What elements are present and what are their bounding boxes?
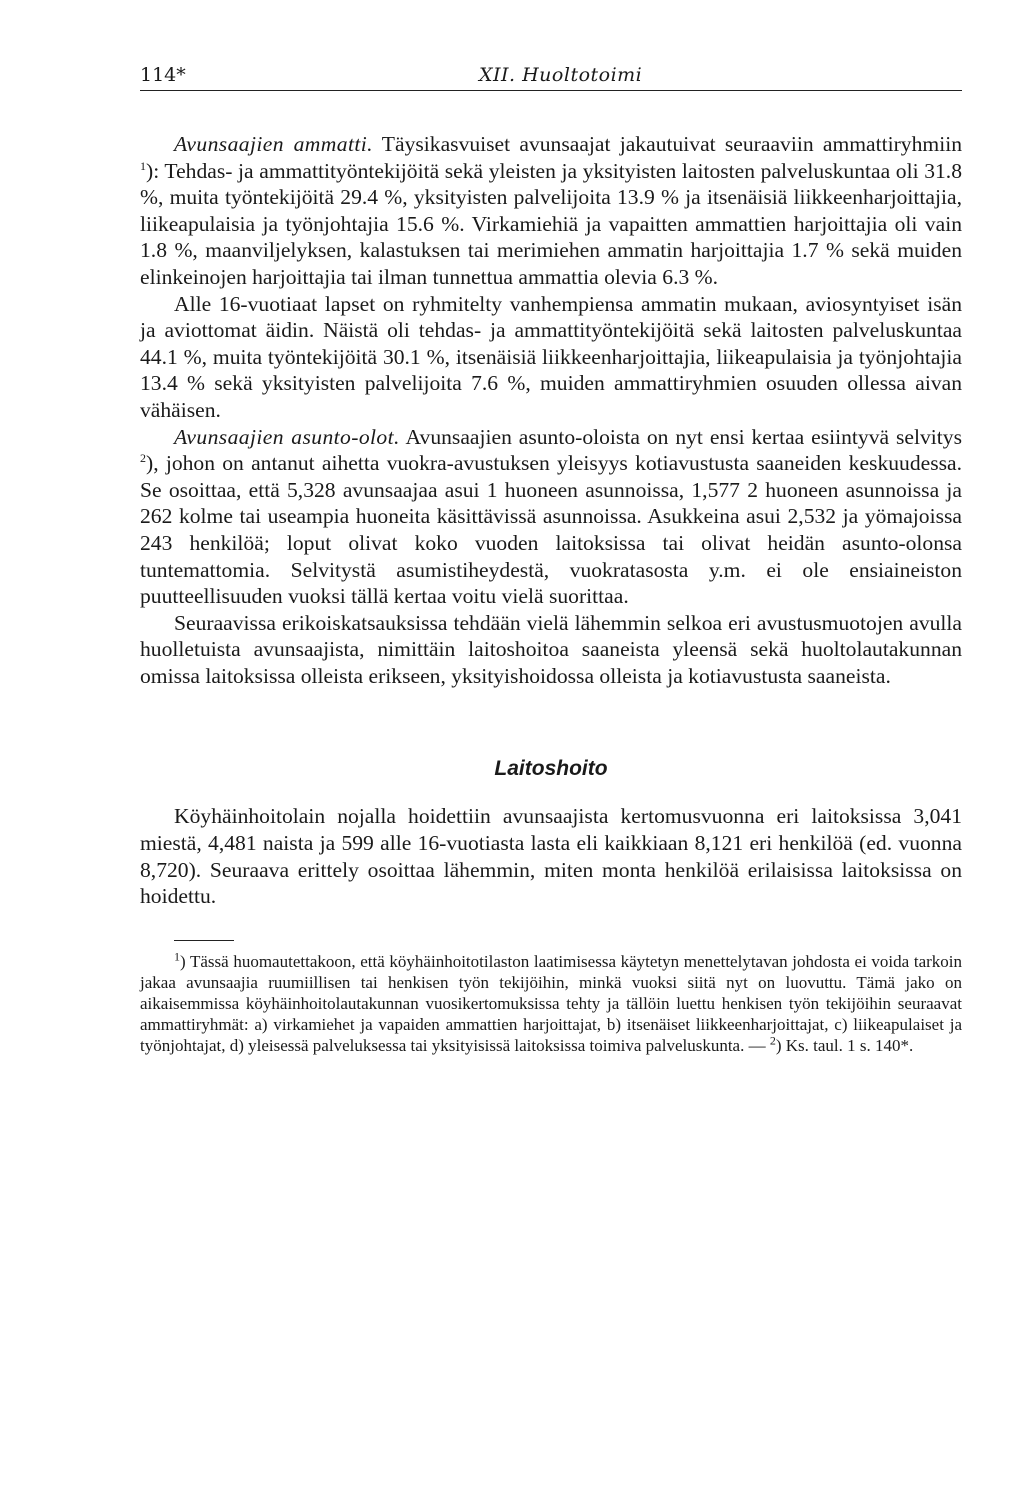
body-text (140, 131, 962, 910)
paragraph-following: Seuraavissa erikoiskatsauksissa tehdään vielä lähemmin selkoa eri avustusmuotojen avulla huolletuista avunsaajista, nimittäin laitoshoitoa saaneista yleensä sekä huoltolautakunnan omissa laitoksissa olleista erikseen, yksityishoidossa olleista ja kotiavustusta saaneista. (140, 610, 962, 688)
footnotes (140, 951, 962, 1056)
paragraph-occupation (140, 131, 962, 291)
paragraph-children: Alle 16-vuotiaat lapset on ryhmitelty vanhempiensa ammatin mukaan, aviosyntyiset isän ja aviottomat äidin. Näistä oli tehdas- ja ammattityöntekijöitä sekä laitosten palveluskuntaa 44.1 %, muita työntekijöitä 30.1 %, itsenäisiä liikkeenharjoittajia, liikeapulaisia ja työnjohtajia 13.4 % sekä yksityisten palvelijoita 7.6 %, muiden ammattiryhmien osuuden ollessa aivan vähäisen. (140, 291, 962, 422)
paragraph-lead: Avunsaajien asunto-olot. (174, 424, 400, 449)
running-title: XII. Huoltotoimi (479, 64, 643, 86)
page-header (140, 60, 962, 91)
paragraph-section: Köyhäinhoitolain nojalla hoidettiin avunsaajista kertomusvuonna eri laitoksissa 3,041 miestä, 4,481 naista ja 599 alle 16-vuotiasta lasta eli kaikkiaan 8,121 eri henkilöä (ed. vuonna 8,720). Seuraava erittely osoittaa lähemmin, miten monta henkilöä erilaisissa laitoksissa on hoidettu. (140, 804, 962, 909)
footnote-divider (174, 940, 234, 941)
paragraph-text: Täysikasvuiset avunsaajat jakautuivat seuraaviin ammattiryhmiin (372, 132, 962, 156)
footnote-text: ) Ks. taul. 1 s. 140*. (775, 1035, 914, 1055)
footnote-mark: 1 (174, 949, 180, 964)
paragraph-text: ), johon on antanut aihetta vuokra-avustuksen yleisyys kotiavustusta saaneiden keskuudessa. Se osoittaa, että 5,328 avunsaajaa asui 1 huoneen asunnoissa, 1,577 2 huoneen asunnoissa ja 262 kolme tai useampia huoneita käsittävissä asunnoissa. Asukkeina asui 2,532 ja yömajoissa 243 henkilöä; loput olivat koko vuoden laitoksissa tai olivat heidän asunto-olonsa tuntemattomia. Selvitystä asumistiheydestä, vuokratasosta y.m. ei ole ensiaineiston puutteellisuuden vuoksi tällä kertaa voitu vielä suorittaa. (140, 451, 962, 609)
footnote-reference: 1 (140, 158, 146, 173)
paragraph-text: Avunsaajien asunto-oloista on nyt ensi kertaa esiintyvä selvitys (399, 424, 962, 449)
footnote-mark: 2 (769, 1033, 776, 1048)
paragraph-housing (140, 424, 962, 610)
footnote (140, 951, 962, 1056)
paragraph-text: ): Tehdas- ja ammattityöntekijöitä sekä yleisten ja yksityisten laitosten palveluskuntaa oli 31.8 %, muita työntekijöitä 29.4 %, yksityisten palvelijoita 13.9 % ja itsenäisiä liikkeenharjoittajia, liikeapulaisia ja työnjohtajia 15.6 %. Virkamiehiä ja vapaitten ammattien harjoittajia oli vain 1.8 %, maanviljelyksen, kalastuksen tai merimiehen ammatin harjoittajia 1.7 % sekä muiden elinkeinojen harjoittajia tai ilman tunnettua ammattia olevia 6.3 %. (140, 158, 962, 289)
page-number: 114* (140, 64, 186, 86)
paragraph-lead: Avunsaajien ammatti. (174, 132, 373, 156)
section-title: Laitoshoito (494, 757, 608, 781)
footnote-text: ) Tässä huomautettakoon, että köyhäinhoitotilaston laatimisessa käytetyn menettelytavan johdosta ei voida tarkoin jakaa avunsaajia ruumiillisen tai henkisen työn tekijöihin, minkä vuoksi siitä nyt on luovuttu. Tämä jako on aikaisemmissa köyhäinhoitolautakunnan vuosikertomuksissa tehty ja tällöin luettu henkisen työn tekijöihin seuraavat ammattiryhmät: a) virkamiehet ja vapaiden ammattien harjoittajat, b) itsenäiset liikkeenharjoittajat, c) liikeapulaiset ja työnjohtajat, d) yleisessä palveluksessa tai yksityisissä laitoksissa toimiva palveluskunta. — (140, 951, 962, 1055)
document-page (140, 60, 962, 1056)
footnote-reference: 2 (140, 450, 146, 465)
